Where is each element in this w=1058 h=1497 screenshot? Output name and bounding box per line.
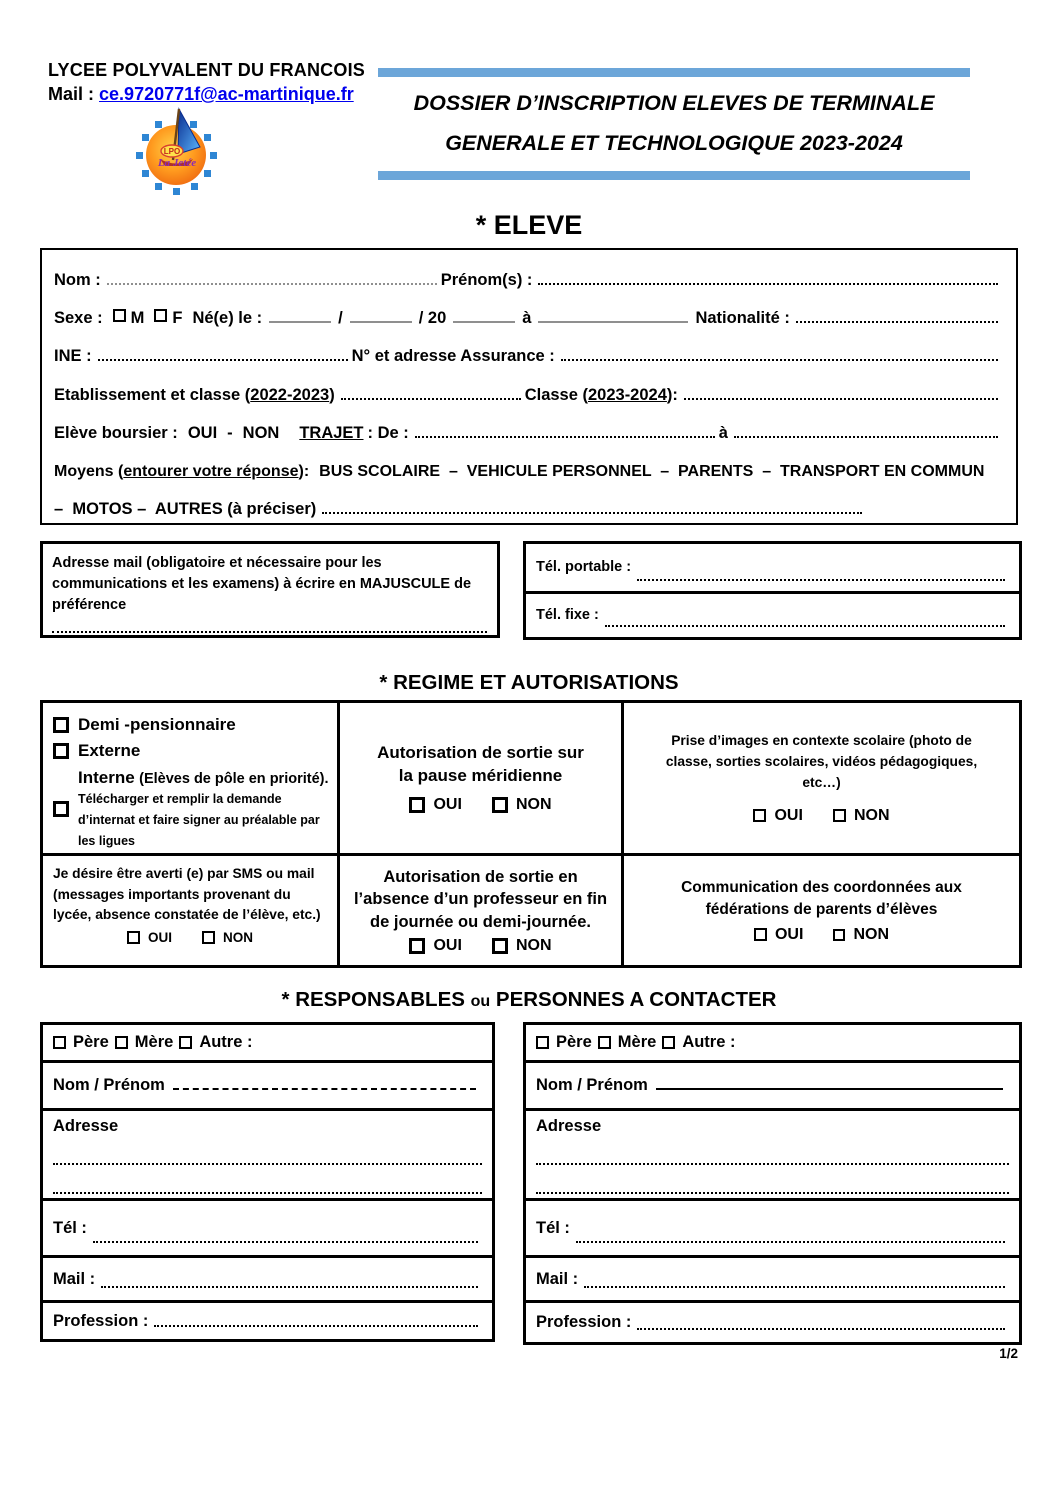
assurance-label: N° et adresse Assurance : [351,347,555,366]
sexe-label: Sexe : [54,309,103,328]
regime-table [40,700,1022,968]
oui-label: OUI [433,796,462,814]
checkbox-resp1-autre[interactable] [179,1036,192,1049]
row-ine-assurance [54,328,1002,366]
mere-label: Mère [134,1033,174,1051]
nom-label: Nom : [54,271,101,290]
responsable-block-2 [523,1022,1022,1345]
cell-sms [43,853,337,965]
responsables-heading-ou: ou [470,993,491,1010]
checkbox-sms-oui[interactable] [127,931,140,944]
etab-years: 2022-2023 [250,385,330,404]
interne-label: Interne [78,767,135,787]
sortie-absence-ouinon [409,937,551,955]
checkbox-resp1-mere[interactable] [115,1036,128,1049]
trajet-de-label: : De : [367,423,409,442]
jour-blank [269,321,331,323]
checkbox-sexe-m[interactable] [113,309,126,322]
checkbox-communication-oui[interactable] [754,928,767,941]
oui-label: OUI [774,806,803,824]
responsable1-type-row [43,1025,492,1060]
ne-le-label: Né(e) le : [192,309,263,328]
checkbox-prise-images-oui[interactable] [753,809,766,822]
nationalite-label: Nationalité : [695,309,790,328]
communication-ouinon [754,926,889,944]
non-label: NON [223,930,253,946]
moyens-line2-label: – MOTOS – AUTRES (à préciser) [54,499,317,518]
lieu-blank [538,321,688,323]
checkbox-prise-images-non[interactable] [833,809,846,822]
school-logo [130,102,222,198]
non-label: NON [515,936,552,954]
section-heading-regime: * REGIME ET AUTORISATIONS [379,671,679,694]
date-slash1: / [338,309,343,328]
non-label: NON [853,806,890,824]
checkbox-interne[interactable] [53,801,69,817]
document-title-line1: DOSSIER D’INSCRIPTION ELEVES DE TERMINALE [413,91,935,115]
responsable1-adresse-row [43,1108,492,1198]
page-number: 1/2 [999,1346,1018,1361]
cell-communication-federations [621,853,1019,965]
sms-text: Je désire être averti (e) par SMS ou mail (messages importants provenant du lycée, absence constatée de l’élève, etc.) [53,866,321,923]
row-moyens [54,443,1002,481]
checkbox-communication-non[interactable] [833,929,845,941]
checkbox-externe[interactable] [53,743,69,759]
sexe-m-label: M [130,309,145,328]
autre-label: Autre : [682,1033,736,1051]
classe-suffix: ): [666,385,678,404]
responsable2-type-row [526,1025,1019,1060]
option-externe [53,740,329,761]
cell-sortie-meridienne [337,703,621,853]
checkbox-sortie-absence-non[interactable] [492,938,508,954]
etablissement-label [54,386,335,405]
trajet-a-fill-line [734,436,998,438]
tel-fixe-fill-line [605,625,1005,627]
nom-prenom-label: Nom / Prénom [536,1076,648,1094]
sortie-meridienne-ouinon [409,796,551,814]
boursier-tiret: - [227,423,233,442]
checkbox-sortie-meridienne-oui[interactable] [409,797,425,813]
title-top-bar [378,68,970,77]
tel-portable-label: Tél. portable : [536,559,632,576]
tel-portable-fill-line [637,579,1005,581]
checkbox-resp1-pere[interactable] [53,1036,66,1049]
interne-note: Télécharger et remplir la demande d’internat et faire signer au préalable par les ligues [78,792,320,848]
etab-suffix: ) [329,385,335,404]
svg-text:LPO: LPO [163,147,181,156]
adresse-fill-line2 [536,1192,1009,1194]
checkbox-sexe-f[interactable] [154,309,167,322]
mail-fill-line [584,1286,1005,1288]
boursier-oui: OUI [187,423,218,442]
sexe-f-label: F [172,309,183,328]
school-name: LYCEE POLYVALENT DU FRANCOIS [48,60,365,80]
ine-label: INE : [54,347,92,366]
prise-images-ouinon [753,807,889,825]
responsable2-mail-row [526,1255,1019,1300]
responsable-block-1 [40,1022,495,1342]
responsable1-tel-row [43,1198,492,1255]
tel-label: Tél : [536,1218,570,1237]
responsable2-tel-row [526,1198,1019,1255]
nom-fill-line [107,283,437,285]
mois-blank [350,321,412,323]
mail-label: Mail : [48,84,95,104]
pere-label: Père [73,1033,109,1051]
sortie-absence-text: Autorisation de sortie en l’absence d’un professeur en fin de journée ou demi-journée. [353,868,608,931]
section-heading-eleve: * ELEVE [475,210,583,240]
title-block [378,68,970,180]
adresse-mail-box [40,541,500,638]
checkbox-demi-pensionnaire[interactable] [53,717,69,733]
mail-label: Mail : [536,1269,579,1288]
row-nom-prenom [54,252,1002,290]
adresse-fill-line1 [536,1163,1009,1165]
nom-prenom-fill-line [173,1088,476,1090]
etablissement-fill-line [341,398,521,400]
tel-fill-line [93,1241,478,1243]
row-sexe-naissance [54,290,1002,328]
checkbox-sms-non[interactable] [202,931,215,944]
adresse-label: Adresse [53,1117,119,1135]
eleve-box [40,248,1018,525]
adresse-fill-line1 [53,1163,482,1165]
trajet-label: TRAJET [299,423,364,442]
classe-label [525,386,678,405]
adresse-label: Adresse [536,1117,602,1135]
trajet-de-fill-line [415,436,715,438]
responsable1-mail-row [43,1255,492,1300]
mere-label: Mère [617,1033,657,1051]
row-etablissement-classe [54,366,1002,404]
profession-label: Profession : [53,1311,149,1330]
etab-prefix: Etablissement et classe ( [54,385,251,404]
title-bottom-bar [378,171,970,180]
demi-pensionnaire-label: Demi -pensionnaire [78,715,236,734]
document-title-line2: GENERALE ET TECHNOLOGIQUE 2023-2024 [445,131,903,155]
adresse-mail-fill-line [52,631,487,633]
checkbox-sortie-absence-oui[interactable] [409,938,425,954]
moyens-label [54,463,309,481]
ine-fill-line [98,359,348,361]
row-moyens-suite [54,481,1002,519]
responsable2-nom-row [526,1060,1019,1108]
responsable1-profession-row [43,1300,492,1339]
moyens-suffix: ): [298,462,310,480]
a-label: à [522,309,532,328]
responsables-heading-main: * RESPONSABLES [281,988,465,1011]
oui-label: OUI [147,930,172,946]
sortie-meridienne-text: Autorisation de sortie sur la pause méridienne [377,742,584,785]
prise-images-text: Prise d’images en contexte scolaire (photo de classe, sorties scolaires, vidéos pédagogiques, etc…) [665,733,978,790]
trajet-a-label: à [718,423,728,442]
tel-fixe-label: Tél. fixe : [536,607,599,624]
sms-ouinon [53,930,327,945]
autres-fill-line [322,512,862,514]
communication-text: Communication des coordonnées aux fédérations de parents d’élèves [681,879,962,918]
pere-label: Père [556,1033,592,1051]
moyens-prefix: Moyens ( [54,462,124,480]
tel-label: Tél : [53,1218,87,1237]
tel-portable-row [526,544,1019,591]
svg-text:La Jetée: La Jetée [157,157,197,169]
section-heading-responsables [0,988,1058,1012]
telephones-box [523,541,1022,640]
tel-fill-line [576,1241,1005,1243]
adresse-fill-line2 [53,1192,482,1194]
checkbox-resp2-autre[interactable] [662,1036,675,1049]
prenom-label: Prénom(s) : [440,271,533,290]
boursier-label: Elève boursier : [54,423,178,442]
responsable2-profession-row [526,1300,1019,1342]
date-slash20: / 20 [418,309,447,328]
prenom-fill-line [538,283,998,285]
moyens-underline: entourer votre réponse [123,462,299,480]
checkbox-sortie-meridienne-non[interactable] [492,797,508,813]
responsables-heading-rest: PERSONNES A CONTACTER [495,988,777,1011]
profession-label: Profession : [536,1313,632,1331]
autre-label: Autre : [199,1033,253,1051]
option-demi-pensionnaire [53,714,329,735]
school-email-link[interactable]: ce.9720771f@ac-martinique.fr [99,84,354,104]
responsable2-adresse-row [526,1108,1019,1198]
cell-prise-images [621,703,1019,853]
cell-regime-choix [43,703,337,853]
non-label: NON [515,796,552,814]
responsable1-nom-row [43,1060,492,1108]
non-label: NON [853,925,889,943]
classe-fill-line [684,398,998,400]
profession-fill-line [637,1328,1005,1330]
nationalite-fill-line [796,321,998,323]
annee-blank [453,321,515,323]
option-interne [53,767,329,852]
adresse-mail-note: Adresse mail (obligatoire et nécessaire pour les communications et les examens) à écrire en MAJUSCULE de préférence [52,555,472,614]
oui-label: OUI [774,925,804,943]
externe-label: Externe [78,741,141,761]
nom-prenom-fill-line [656,1088,1003,1090]
checkbox-resp2-mere[interactable] [598,1036,611,1049]
oui-label: OUI [433,936,462,954]
nom-prenom-label: Nom / Prénom [53,1076,165,1094]
classe-years: 2023-2024 [587,385,667,404]
mail-fill-line [101,1286,478,1288]
assurance-fill-line [561,359,998,361]
profession-fill-line [154,1325,478,1327]
checkbox-resp2-pere[interactable] [536,1036,549,1049]
classe-prefix: Classe ( [524,385,588,404]
row-boursier-trajet [54,405,1002,443]
mail-label: Mail : [53,1269,96,1288]
school-logo-icon [130,102,222,198]
tel-fixe-row [526,591,1019,638]
interne-paren: (Elèves de pôle en priorité). [139,770,329,787]
moyens-options: BUS SCOLAIRE – VEHICULE PERSONNEL – PARENTS – TRANSPORT EN COMMUN [319,462,985,480]
boursier-non: NON [242,423,280,442]
cell-sortie-absence [337,853,621,965]
